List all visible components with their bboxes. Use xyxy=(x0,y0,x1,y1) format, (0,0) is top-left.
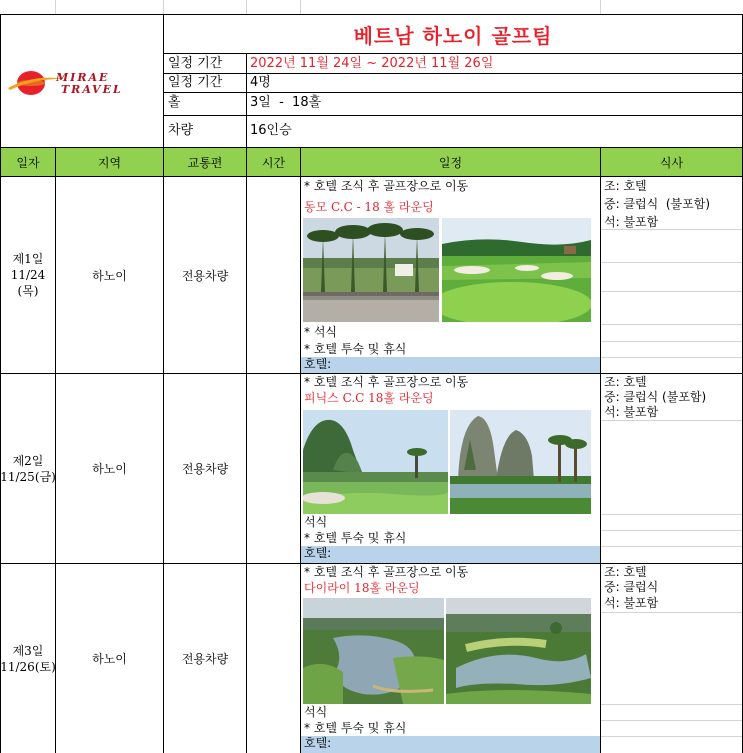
day1-day: 제1일 xyxy=(12,252,44,266)
day2-photo-lake xyxy=(450,410,591,514)
day1-course: 동모 C.C - 18 홀 라운딩 xyxy=(304,200,434,214)
day3-meal-lunch: 중: 클럽식 xyxy=(604,580,659,594)
day2-meal-dinner: 석: 불포함 xyxy=(604,405,659,419)
col-header-transport: 교통편 xyxy=(164,148,246,176)
day3-photo-aerial-lake xyxy=(303,598,444,704)
day3-schedule-rest: * 호텔 투숙 및 휴식 xyxy=(304,721,407,735)
day1-transport: 전용차량 xyxy=(181,268,229,283)
day1-weekday: (목) xyxy=(17,284,39,298)
day2-hotel-bar: 호텔: xyxy=(301,546,600,563)
col-header-time: 시간 xyxy=(247,148,300,176)
info-value-vehicle: 16인승 xyxy=(250,123,292,138)
day3-transport: 전용차량 xyxy=(181,652,229,666)
day2-photo-karst xyxy=(303,410,448,514)
day3-day: 제3일 xyxy=(12,643,44,658)
day2-date-cell xyxy=(1,374,55,563)
info-value-period: 2022년 11월 24일 ~ 2022년 11월 26일 xyxy=(250,56,494,71)
mirae-travel-logo xyxy=(6,66,126,100)
logo-text-mirae: MIRAE xyxy=(56,71,110,84)
day1-photo-green xyxy=(442,218,591,322)
day1-meal-lunch: 중: 클럽식 (불포함) xyxy=(604,197,710,211)
day1-hotel-bar: 호텔: xyxy=(301,357,600,373)
col-header-schedule: 일정 xyxy=(301,148,600,176)
day1-schedule-rest: * 호텔 투숙 및 휴식 xyxy=(304,342,407,356)
info-label-holes: 홀 xyxy=(168,95,181,110)
day2-course: 피닉스 C.C 18홀 라운딩 xyxy=(304,391,434,405)
info-label-people: 일정 기간 xyxy=(168,75,223,90)
info-value-holes: 3일 - 18홀 xyxy=(250,95,322,110)
day3-photo-aerial-fairway xyxy=(446,598,591,704)
col-header-meals: 식사 xyxy=(601,148,742,176)
day2-schedule-dinner: 석식 xyxy=(304,515,328,529)
day1-schedule-dinner: * 석식 xyxy=(304,325,337,339)
day3-meal-dinner: 석: 불포함 xyxy=(604,596,659,610)
day1-meal-dinner: 석: 불포함 xyxy=(604,215,659,229)
day2-region: 하노이 xyxy=(92,462,127,476)
day3-schedule-departure: * 호텔 조식 후 골프장으로 이동 xyxy=(304,565,469,579)
day3-meal-breakfast: 조: 호텔 xyxy=(604,565,647,579)
day3-date: 11/26(토) xyxy=(0,659,56,674)
col-header-region: 지역 xyxy=(56,148,163,176)
info-value-people: 4명 xyxy=(250,75,271,90)
day2-date: 11/25(금) xyxy=(0,469,56,484)
day1-date: 11/24 xyxy=(10,268,46,282)
day1-date-cell xyxy=(1,177,55,373)
col-header-date: 일자 xyxy=(1,148,55,176)
info-label-vehicle: 차량 xyxy=(168,123,194,138)
day2-day: 제2일 xyxy=(12,453,44,468)
info-label-period: 일정 기간 xyxy=(168,56,223,71)
day3-hotel-bar: 호텔: xyxy=(301,736,600,753)
logo-text-travel: TRAVEL xyxy=(61,83,123,96)
day2-schedule-departure: * 호텔 조식 후 골프장으로 이동 xyxy=(304,375,469,389)
day1-meal-breakfast: 조: 호텔 xyxy=(604,179,647,193)
day1-schedule-departure: * 호텔 조식 후 골프장으로 이동 xyxy=(304,179,469,193)
day1-region: 하노이 xyxy=(92,268,127,283)
day3-course: 다이라이 18홀 라운딩 xyxy=(304,581,420,595)
day2-meal-lunch: 중: 클럽식 (불포함) xyxy=(604,390,707,404)
day3-date-cell xyxy=(1,564,55,753)
page-title: 베트남 하노이 골프팀 xyxy=(353,23,553,48)
day3-region: 하노이 xyxy=(92,652,127,666)
day2-schedule-rest: * 호텔 투숙 및 휴식 xyxy=(304,531,407,545)
day2-meal-breakfast: 조: 호텔 xyxy=(604,375,647,389)
day3-schedule-dinner: 석식 xyxy=(304,705,328,719)
day1-photo-palms xyxy=(303,218,439,322)
day2-transport: 전용차량 xyxy=(181,462,229,476)
